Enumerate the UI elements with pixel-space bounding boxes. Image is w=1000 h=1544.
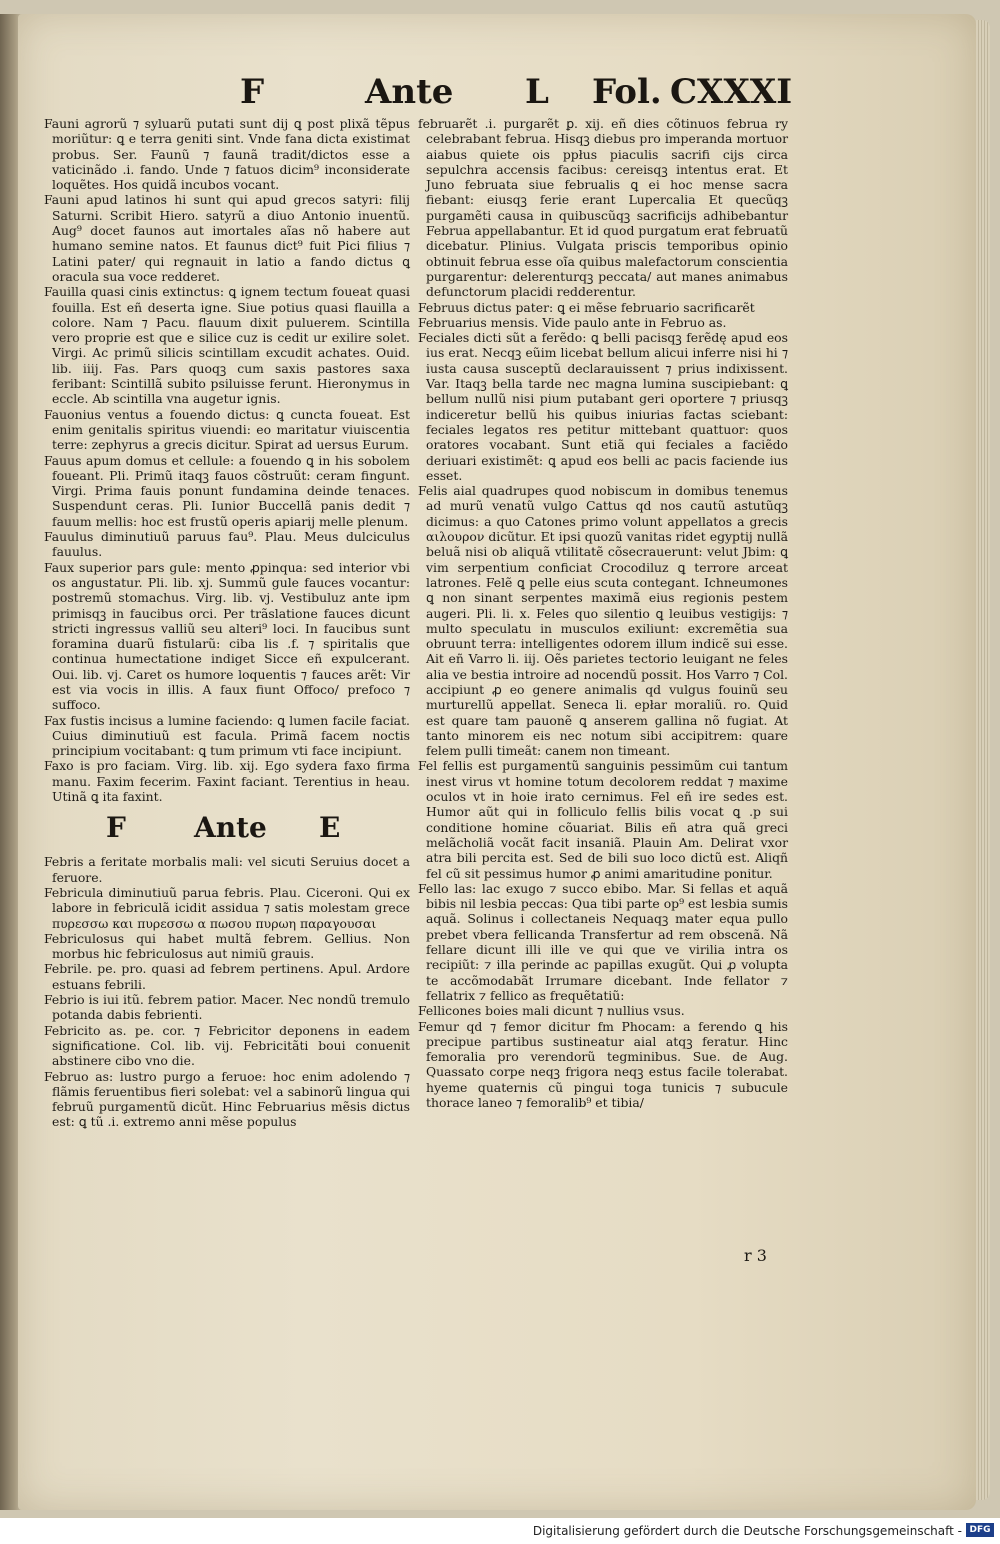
dictionary-entry: Femur qd ⁊ femor dicitur fm Phocam: a ferendo ꝗ his precipue partibus sustineatur aial atqꝫ feratur. Hinc femoralia pro verendorũ tegminibus. Sue. de Aug. Quassato corpe neqꝫ frigora neqꝫ estus facile tolerabat. hyeme quaternis cũ pingui toga tunicis ⁊ subucule thorace laneo ⁊ femoralib⁹ et tibia/: [418, 1018, 788, 1110]
signature-mark: r 3: [744, 1246, 767, 1265]
dictionary-entry: Feciales dicti sũt a ferẽdo: ꝗ belli pacisqꝫ ferẽdę apud eos ius erat. Necqꝫ eũim licebat bellum alicui inferre nisi hi ⁊ iusta causa susceptũ declarauissent ⁊ prius indixissent. Var. Itaqꝫ bella tarde nec magna lumina suscipiebant: ꝗ bellum nullũ nisi pium putabant geri oportere ⁊ priusqꝫ indiceretur bellũ his quibus iniurias factas sciebant: feciales legatos res petitur mittebant quattuor: quos oratores vocabant. Sunt etiã qui feciales a faciẽdo deriuari existimẽt: ꝗ apud eos belli ac pacis faciende ius esset.: [418, 330, 788, 483]
dictionary-entry: Febris a feritate morbalis mali: vel sicuti Seruius docet a feruore.: [44, 854, 410, 885]
dictionary-entry: Februarius mensis. Vide paulo ante in Februo as.: [418, 314, 727, 330]
dictionary-entry: Fauulus diminutiuũ paruus fau⁹. Plau. Meus dulciculus fauulus.: [44, 529, 410, 560]
dictionary-entry: Felis aial quadrupes quod nobiscum in domibus tenemus ad murũ venatũ vulgo Cattus qd nos cautũ astutũqꝫ dicimus: a quo Catones primo volunt appellatos a grecis αιλουρον dicũtur. Et ipsi quozũ vanitas ridet egyptij nullã beluã nisi ob aliquã vtilitatẽ cõsecrauerunt: velut Jbim: ꝗ vim serpentium conficiat Crocodiluz ꝗ terrore arceat latrones. Felẽ ꝗ pelle eius scuta contegant. Ichneumones ꝗ non sinant serpentes maximã eius regionis pestem augeri. Pli. li. x. Feles quo silentio ꝗ leuibus vestigijs: ⁊ multo speculatu in musculos exiliunt: excremẽtia sua obruunt terra: intelligentes odorem illum indicẽ sui esse. Ait eñ Varro li. iij. Oẽs parietes tectorio leuigant ne feles alia ve bestia introire ad nocendũ possit. Hos Varro ⁊ Col. accipiunt ꝓ eo genere animalis qd vulgus fouinũ seu murturellũ appellat. Seneca li. epłar moraliũ. ro. Quid est quare tam pauonẽ ꝗ anserem gallina nõ fugiat. At tanto minorem eis nec notum sibi accipitrem: quare felem pulli timeãt: canem non timeant.: [418, 483, 788, 759]
dictionary-entry: Fauus apum domus et cellule: a fouendo ꝗ in his sobolem foueant. Pli. Primũ itaqꝫ fauos cõstruũt: ceram fingunt. Virgi. Prima fauis ponunt fundamina deinde tenaces. Suspendunt ceras. Pli. Iunior Buccellã panis dedit ⁊ fauum mellis: hoc est frustũ operis apiarij melle plenum.: [44, 452, 410, 529]
dictionary-entry: februarẽt .i. purgarẽt ꝑ. xij. eñ dies cõtinuos februa ry celebrabant februa. Hisqꝫ diebus pro imperanda mortuor aiabus quiete ois ppłus piaculis sacrifi cijs circa sepulchra accensis facibus: cereisqꝫ intentus erat. Et Juno februata siue februalis ꝗ ei hoc mense sacra fiebant: eiusqꝫ ferie erant Lupercalia Et quecũqꝫ purgamẽti causa in quibuscũqꝫ sacrificijs adhibebantur Februa appellabantur. Et id quod purgatum erat februatũ dicebatur. Plinius. Vulgata priscis temporibus opinio obtinuit februa esse oĩa quibus malefactorum conscientia purgarentur: delerenturqꝫ peccata/ aut manes animabus defunctorum placidi redderentur.: [418, 116, 788, 300]
dictionary-entry: Faxo is pro faciam. Virg. lib. xij. Ego sydera faxo firma manu. Faxim fecerim. Faxint faciant. Terentius in heau. Utinã ꝗ ita faxint.: [44, 758, 410, 805]
dictionary-entry: Febrio is iui itũ. febrem patior. Macer. Nec nondũ tremulo potanda dabis febrienti.: [44, 992, 410, 1023]
dictionary-entry: Fauilla quasi cinis extinctus: ꝗ ignem tectum foueat quasi fouilla. Est eñ deserta igne. Siue potius quasi flauilla a colore. Nam ⁊ Pacu. flauum dixit puluerem. Scintilla vero proprie est que e silice cuz is cedit ur exilire solet. Virgi. Ac primũ silicis scintillam excudit achates. Ouid. lib. iiij. Fas. Pars quoqꝫ cum saxis pastores saxa feribant: Scintillã subito psiluisse ferunt. Hieronymus in eccle. Ab scintilla vna augetur ignis.: [44, 284, 410, 407]
folio-number: CXXXI: [670, 72, 793, 112]
dictionary-entry: Fauonius ventus a fouendo dictus: ꝗ cuncta foueat. Est enim genitalis spiritus viuendi: eo maritatur viuiscentia terre: zephyrus a grecis dicitur. Spirat ad uersus Eurum.: [44, 406, 410, 453]
dictionary-entry: Febriculosus qui habet multã febrem. Gellius. Non morbus hic febriculosus aut nimiũ grauis.: [44, 930, 410, 962]
dictionary-entry: Fax fustis incisus a lumine faciendo: ꝗ lumen facile faciat. Cuius diminutiuũ est facula. Primã facem noctis principium vocitabant: ꝗ tum primum vti face incipiunt.: [44, 712, 410, 759]
section-heading-letter2: E: [319, 811, 341, 845]
dictionary-entry: Fello las: lac exugo ⁊ succo ebibo. Mar. Si fellas et aquã bibis nil lesbia peccas: Qua tibi parte op⁹ est lesbia sumis aquã. Solinus i collectaneis Nequaqꝫ mater equa pullo prebet vbera fellicanda Transfertur ad rem obscenã. Nã fellare dicunt illi ille ve qui que ve virilia intra os recipiũt: ⁊ illa perinde ac papillas exugũt. Qui ꝓ volupta te accõmodabãt Irrumare dicebant. Inde fellator ⁊ fellatrix ⁊ fellico as frequẽtatiũ:: [418, 880, 788, 1003]
running-head-word: Ante: [365, 72, 454, 112]
left-column: [44, 116, 410, 1130]
dictionary-entry: Februus dictus pater: ꝗ ei mẽse februario sacrificarẽt: [418, 299, 755, 315]
footer-bar: [0, 1518, 1000, 1544]
section-heading: [44, 808, 410, 852]
funding-credit: Digitalisierung gefördert durch die Deutsche Forschungsgemeinschaft -: [532, 1524, 962, 1538]
dictionary-entry: Faux superior pars gule: mento ꝓpinqua: sed interior vbi os angustatur. Pli. lib. xj. Summũ gule fauces vocantur: postremũ stomachus. Virg. lib. vj. Vestibuluz ante ipm primisqꝫ in faucibus orci. Per trãslatione fauces dicunt stricti ingressus valliũ seu alteri⁹ loci. In faucibus sunt foramina duarũ fistularũ: ciba lis .f. ⁊ spiritalis que continua humectatione indiget Sicce eñ expulcerant. Oui. lib. vj. Caret os humore loquentis ⁊ fauces arẽt: Vir est via vocis in illis. A faux fiunt Offoco/ prefoco ⁊ suffoco.: [44, 559, 410, 713]
dictionary-entry: Februo as: lustro purgo a feruoe: hoc enim adolendo ⁊ flãmis feruentibus fieri solebat: vel a sabinorũ lingua qui februũ purgamentũ dicũt. Hinc Februarius mẽsis dictus est: ꝗ tũ .i. extremo anni mẽse populus: [44, 1068, 410, 1130]
running-head: [230, 70, 793, 114]
dictionary-entry: Fellicones boies mali dicunt ⁊ nullius vsus.: [418, 1003, 685, 1019]
page-edge: [976, 20, 990, 1500]
dictionary-entry: Fel fellis est purgamentũ sanguinis pessimũm cui tantum inest virus vt homine totum decolorem reddat ⁊ maxime oculos vt in hoie irato cernimus. Fel eñ ire sedes est. Humor aũt qui in folliculo fellis bilis vocat ꝗ .p sui conditione homine cõuariat. Bilis eñ atra quã greci melãcholiã vocãt facit insaniã. Plauin Am. Delirat vxor atra bili percita est. Sed de bili suo loco dictũ est. Aliqñ fel cũ sit pessimus humor ꝓ animi amaritudine ponitur.: [418, 758, 788, 881]
running-head-letter2: L: [525, 72, 549, 112]
dfg-logo-icon: DFG: [966, 1523, 994, 1537]
dictionary-entry: Febrile. pe. pro. quasi ad febrem pertinens. Apul. Ardore estuans febrili.: [44, 961, 410, 992]
section-heading-letter: F: [106, 811, 126, 845]
folio-label: Fol.: [592, 72, 662, 112]
dictionary-entry: Febricula diminutiuũ parua febris. Plau. Ciceroni. Qui ex labore in febriculã icidit assidua ⁊ satis molestam grece πυρεσσω και πυρεσσω α πωσου πυρωη παραγουσαι: [44, 884, 410, 931]
section-heading-word: Ante: [194, 811, 267, 845]
dictionary-entry: Febricito as. pe. cor. ⁊ Febricitor deponens in eadem significatione. Col. lib. vij. Febricitãti boui conuenit abstinere cibo vno die.: [44, 1022, 410, 1069]
dictionary-entry: Fauni apud latinos hi sunt qui apud grecos satyri: filij Saturni. Scribit Hiero. satyrũ a diuo Antonio inuentũ. Aug⁹ docet faunos aut imortales aĩas nõ habere aut humano semine natos. Et faunus dict⁹ fuit Pici filius ⁊ Latini pater/ qui regnauit in latio a fando dictus ꝗ oracula sua voce redderet.: [44, 192, 410, 284]
right-column: [418, 116, 788, 1110]
running-head-letter: F: [240, 72, 265, 112]
dictionary-entry: Fauni agrorũ ⁊ syluarũ putati sunt dij ꝗ post plixã tẽpus moriũtur: ꝗ e terra geniti sint. Vnde fana dicta existimat probus. Ser. Faunũ ⁊ faunã tradit/dictos esse a vaticinãdo .i. fando. Unde ⁊ fatuos dicim⁹ inconsiderate loquẽtes. Hos quidã incubos vocant.: [44, 116, 410, 193]
